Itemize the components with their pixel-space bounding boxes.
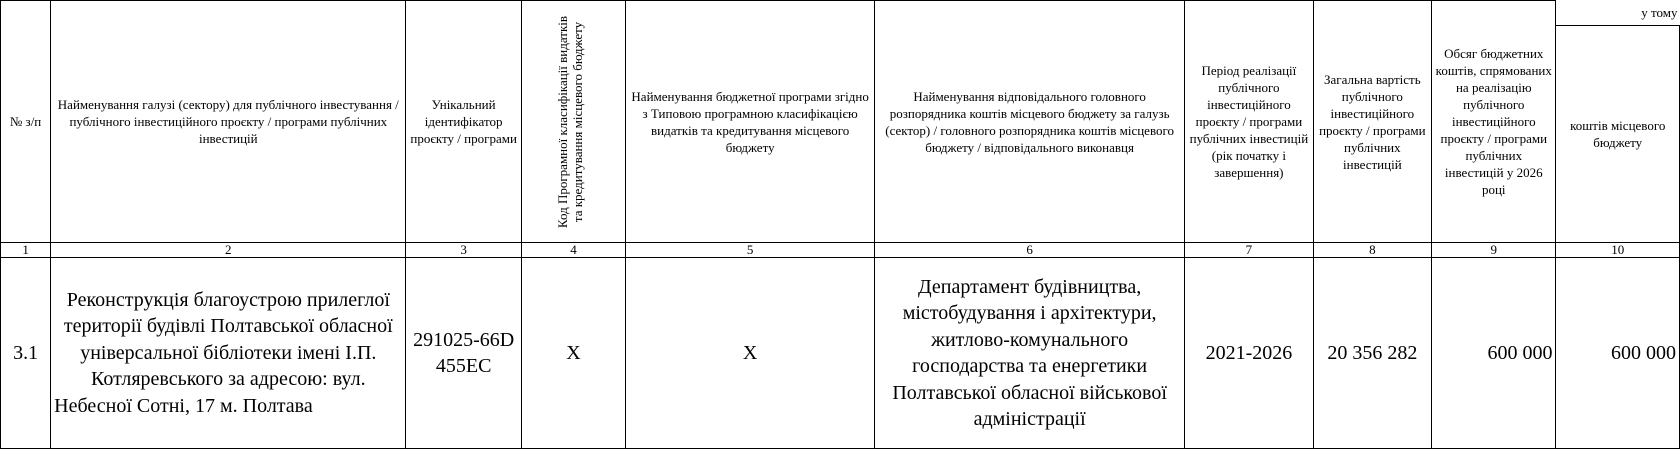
header-col-3: Унікальний ідентифікатор проєкту / програми [406,1,521,243]
project-identifier: 291025-66D455EC [406,258,521,449]
header-col-9: Обсяг бюджетних коштів, спрямованих на реалізацію публічного інвестиційного проєкту / програми публічних інвестицій у 2026 році [1432,1,1556,243]
header-col-10: коштів місцевого бюджету [1556,25,1680,242]
table-row [1,258,1680,449]
program-name: Х [626,258,875,449]
column-number: 3 [406,243,521,258]
column-number: 10 [1556,243,1680,258]
header-col-1: № з/п [1,1,51,243]
local-budget: 600 000 [1556,258,1680,449]
column-number-row [1,243,1680,258]
budget-2026: 600 000 [1432,258,1556,449]
column-number: 9 [1432,243,1556,258]
project-name: Реконструкція благоустрою прилеглої території будівлі Полтавської обласної універсальної бібліотеки імені І.П. Котляревського за адресою: вул. Небесної Сотні, 17 м. Полтава [51,258,406,449]
header-col-8: Загальна вартість публічного інвестиційного проєкту / програми публічних інвестицій [1313,1,1431,243]
header-col-4-text: Код Програмної класифікації видатків та кредитування місцевого бюджету [554,15,585,228]
header-col-4 [521,1,625,243]
implementation-period: 2021-2026 [1185,258,1313,449]
header-group-including [1556,1,1680,26]
total-cost: 20 356 282 [1313,258,1431,449]
header-col-6: Найменування відповідального головного розпорядника коштів місцевого бюджету за галузь (сектор) / головного розпорядника коштів місцевого бюджету / відповідального виконавця [875,1,1185,243]
column-number: 8 [1313,243,1431,258]
program-code: Х [521,258,625,449]
column-number: 2 [51,243,406,258]
column-number: 1 [1,243,51,258]
column-number: 4 [521,243,625,258]
header-col-7: Період реалізації публічного інвестиційного проєкту / програми публічних інвестицій (рік початку і завершення) [1185,1,1313,243]
header-col-2: Найменування галузі (сектору) для публічного інвестування / публічного інвестиційного проєкту / програми публічних інвестицій [51,1,406,243]
header-group-text: у тому [1641,4,1678,20]
row-number: 3.1 [1,258,51,449]
rotated-header-wrapper [522,1,618,242]
responsible-manager: Департамент будівництва, містобудування і архітектури, житлово-комунального господарства та енергетики Полтавської обласної військової адміністрації [875,258,1185,449]
column-number: 5 [626,243,875,258]
header-row-top [1,1,1680,26]
column-number: 7 [1185,243,1313,258]
header-col-5: Найменування бюджетної програми згідно з Типовою програмною класифікацією видатків та кредитування місцевого бюджету [626,1,875,243]
column-number: 6 [875,243,1185,258]
